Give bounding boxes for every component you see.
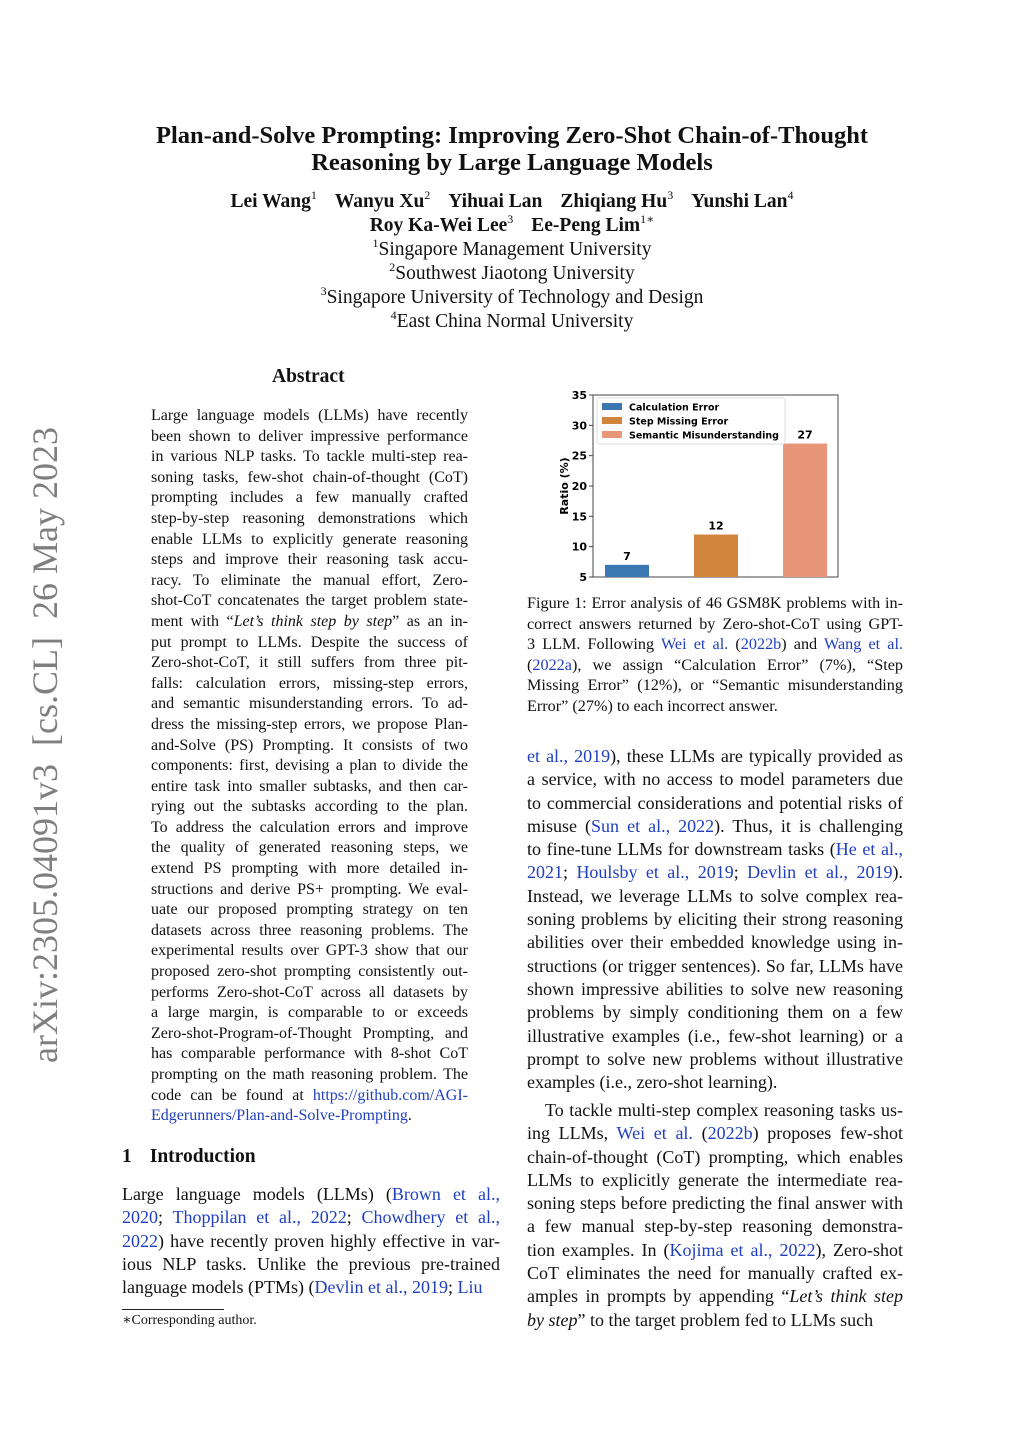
text-span: prompting includes a few manually crafted bbox=[151, 489, 468, 507]
text-span: chain-of-thought (CoT) prompting, which enables bbox=[527, 1146, 903, 1167]
text-span: shot-CoT concatenates the target problem state- bbox=[151, 592, 468, 610]
legend-label: Calculation Error bbox=[629, 402, 720, 414]
text-line bbox=[151, 406, 468, 427]
text-line bbox=[122, 1183, 500, 1206]
paper-title bbox=[0, 122, 1024, 176]
author-name: Ee-Peng Lim bbox=[531, 215, 641, 236]
citation-link[interactable]: et al., 2019 bbox=[527, 746, 611, 766]
text-span: illustrative examples (i.e., few-shot learning) or a bbox=[527, 1025, 903, 1046]
citation-link[interactable]: Devlin et al., 2019 bbox=[314, 1277, 448, 1298]
text-span: amples in prompts by appending “ bbox=[527, 1286, 790, 1307]
text-span: shown impressive abilities to solve new reasoning bbox=[527, 978, 903, 999]
text-line bbox=[151, 756, 468, 777]
affiliation bbox=[0, 262, 1024, 286]
legend-swatch bbox=[602, 417, 622, 424]
legend-label: Semantic Misunderstanding bbox=[629, 430, 779, 442]
text-line bbox=[527, 745, 903, 768]
author bbox=[531, 212, 655, 236]
text-span: problems by simply conditioning them on a few bbox=[527, 1002, 903, 1023]
text-span: entire task into smaller subtasks, and then car- bbox=[151, 777, 468, 795]
author bbox=[691, 188, 794, 212]
affiliation-list bbox=[0, 238, 1024, 334]
text-span: Large language models (LLMs) have recently bbox=[151, 407, 468, 424]
text-line bbox=[122, 1206, 500, 1229]
text-line bbox=[527, 931, 903, 954]
text-span: Missing Error” (12%), or “Semantic misunderstanding bbox=[527, 676, 903, 695]
author-affiliation-mark: 3 bbox=[667, 188, 674, 202]
affiliation bbox=[0, 286, 1024, 310]
citation-link[interactable]: Thoppilan et al., 2022 bbox=[172, 1207, 347, 1228]
author bbox=[334, 188, 431, 212]
text-span: misuse ( bbox=[527, 815, 592, 836]
text-span: ). Thus, it is challenging bbox=[714, 815, 903, 836]
text-line bbox=[151, 488, 468, 509]
text-span: ” as an in- bbox=[392, 612, 468, 630]
text-line bbox=[151, 818, 468, 839]
citation-link[interactable]: 2020 bbox=[122, 1207, 158, 1228]
citation-link[interactable]: 2022b bbox=[740, 635, 782, 654]
y-tick-label: 20 bbox=[571, 480, 587, 493]
text-line bbox=[151, 674, 468, 695]
author-list bbox=[0, 190, 1024, 238]
text-line bbox=[151, 838, 468, 859]
text-line bbox=[527, 1309, 903, 1332]
text-span: correct answers returned by Zero-shot-CoT using GPT- bbox=[527, 614, 903, 633]
text-line bbox=[151, 509, 468, 530]
author-name: Yunshi Lan bbox=[691, 191, 788, 212]
author-name: Yihuai Lan bbox=[448, 191, 543, 212]
text-span: Zero-shot-CoT, it still suffers from three pit- bbox=[151, 654, 468, 672]
right-column-paragraph bbox=[527, 745, 903, 1094]
text-line bbox=[527, 978, 903, 1001]
text-line bbox=[151, 591, 468, 612]
author-name: Lei Wang bbox=[230, 191, 311, 212]
text-span: a service, with no access to model parameters due bbox=[527, 769, 903, 790]
section-heading-introduction bbox=[122, 1146, 256, 1168]
text-span: prompting on the math reasoning problem. The bbox=[151, 1066, 468, 1083]
text-line bbox=[527, 675, 903, 696]
text-span: racy. To eliminate the manual effort, Zero- bbox=[151, 571, 468, 589]
citation-link[interactable]: 2022b bbox=[707, 1123, 753, 1144]
legend-swatch bbox=[602, 431, 622, 438]
emphasis-text: Let’s think step bbox=[789, 1286, 903, 1307]
text-span: components: first, devising a plan to divide the bbox=[151, 757, 468, 775]
affiliation-mark: 4 bbox=[390, 308, 397, 322]
author bbox=[369, 212, 514, 236]
y-tick-label: 10 bbox=[571, 540, 587, 554]
legend-swatch bbox=[602, 403, 622, 410]
text-span: ; bbox=[733, 862, 748, 883]
citation-link[interactable]: Devlin et al., 2019 bbox=[747, 862, 893, 883]
author-affiliation-mark: 2 bbox=[424, 188, 431, 202]
author-name: Wanyu Xu bbox=[334, 191, 425, 212]
text-span: step-by-step reasoning demonstrations which bbox=[151, 509, 468, 527]
text-span: proposed zero-shot prompting consistently out- bbox=[151, 963, 468, 981]
citation-link[interactable]: Wang et al. bbox=[823, 635, 903, 654]
text-line bbox=[151, 447, 468, 468]
text-line bbox=[151, 962, 468, 983]
text-line bbox=[151, 983, 468, 1004]
text-line bbox=[122, 1253, 500, 1276]
text-span: ; bbox=[158, 1207, 173, 1228]
text-line bbox=[527, 1071, 903, 1094]
text-line bbox=[527, 1285, 903, 1308]
text-span: Figure 1: Error analysis of 46 GSM8K problems with in- bbox=[527, 594, 903, 612]
author bbox=[448, 191, 542, 212]
text-line bbox=[151, 1086, 468, 1107]
section-title: Introduction bbox=[149, 1146, 256, 1167]
text-line bbox=[151, 941, 468, 962]
text-span: been shown to deliver impressive performance bbox=[151, 427, 468, 445]
text-line bbox=[527, 1122, 903, 1145]
text-line bbox=[122, 1276, 500, 1299]
section-number: 1 bbox=[122, 1146, 132, 1167]
text-span: ment with “ bbox=[151, 612, 234, 630]
text-line bbox=[527, 1025, 903, 1048]
text-span: ; bbox=[563, 862, 577, 883]
text-span: ). bbox=[892, 862, 903, 883]
text-line bbox=[527, 696, 903, 717]
text-span: enable LLMs to explicitly generate reasoning bbox=[151, 530, 468, 548]
text-span: ( bbox=[527, 655, 533, 674]
footnote: ∗Corresponding author. bbox=[122, 1313, 257, 1328]
text-span: and-Solve (PS) Prompting. It consists of two bbox=[151, 736, 468, 754]
text-line bbox=[527, 1262, 903, 1285]
footnote-rule bbox=[122, 1309, 224, 1310]
text-span: a large margin, is comparable to or exceeds bbox=[151, 1004, 468, 1022]
text-span: prompt to solve new problems without illustrative bbox=[527, 1048, 903, 1069]
bar-step-missing-error bbox=[694, 535, 738, 577]
text-line bbox=[527, 815, 903, 838]
text-line bbox=[151, 571, 468, 592]
text-span: LLMs to explicitly generate the intermediate rea- bbox=[527, 1169, 903, 1190]
text-line bbox=[527, 885, 903, 908]
text-span: To address the calculation errors and improve bbox=[151, 818, 468, 836]
text-span: uate our proposed prompting strategy on ten bbox=[151, 901, 468, 919]
bar-calculation-error bbox=[605, 565, 649, 577]
text-span: ; bbox=[447, 1277, 458, 1298]
citation-link[interactable]: Kojima et al., 2022 bbox=[669, 1239, 816, 1260]
text-span: has comparable performance with 8-shot CoT bbox=[151, 1045, 468, 1063]
author bbox=[230, 188, 317, 212]
text-line bbox=[151, 1106, 468, 1127]
text-span: ” to the target problem fed to LLMs such bbox=[577, 1309, 874, 1330]
text-line bbox=[151, 859, 468, 880]
text-line bbox=[151, 427, 468, 448]
text-span: to fine-tune LLMs for downstream tasks ( bbox=[527, 839, 836, 860]
right-column-paragraph bbox=[527, 1099, 903, 1332]
citation-link[interactable]: Wei et al. bbox=[660, 635, 729, 654]
affiliation-name: East China Normal University bbox=[396, 311, 634, 332]
affiliation-mark: 3 bbox=[320, 284, 327, 298]
text-span: a few manual step-by-step reasoning demonstra- bbox=[527, 1216, 903, 1237]
citation-link[interactable]: 2022 bbox=[122, 1230, 158, 1251]
error-analysis-chart bbox=[550, 385, 850, 590]
text-span: Zero-shot-Program-of-Thought Prompting, and bbox=[151, 1024, 468, 1042]
author-name: Roy Ka-Wei Lee bbox=[369, 215, 508, 236]
text-span: performs Zero-shot-CoT across all datasets by bbox=[151, 983, 468, 1001]
text-span: ) have recently proven highly effective in var- bbox=[158, 1230, 500, 1251]
text-line bbox=[527, 1192, 903, 1215]
author bbox=[560, 188, 674, 212]
text-line bbox=[527, 1215, 903, 1238]
text-line bbox=[527, 908, 903, 931]
affiliation-name: Southwest Jiaotong University bbox=[395, 263, 635, 284]
text-span: ( bbox=[728, 635, 741, 654]
text-line bbox=[151, 880, 468, 901]
citation-link[interactable]: Liu bbox=[457, 1277, 483, 1298]
author-affiliation-mark: 1∗ bbox=[640, 212, 655, 226]
abstract-body bbox=[151, 406, 468, 1127]
citation-link[interactable]: 2021 bbox=[527, 862, 563, 883]
arxiv-stamp: arXiv:2305.04091v3 [cs.CL] 26 May 2023 bbox=[25, 427, 65, 1063]
text-span: soning steps before predicting the final answer with bbox=[527, 1193, 903, 1214]
text-line bbox=[151, 550, 468, 571]
text-span: ( bbox=[692, 1123, 708, 1144]
text-line bbox=[151, 530, 468, 551]
text-line bbox=[527, 655, 903, 676]
text-line bbox=[151, 612, 468, 633]
figure-caption bbox=[527, 593, 903, 717]
text-span: 3 LLM. Following bbox=[527, 635, 661, 654]
text-span: Error” (27%) to each incorrect answer. bbox=[527, 696, 778, 715]
title-line: Reasoning by Large Language Models bbox=[311, 149, 713, 176]
text-span: in various NLP tasks. To tackle multi-step rea- bbox=[151, 448, 468, 466]
text-span: language models (PTMs) ( bbox=[122, 1277, 315, 1298]
text-span: Instead, we leverage LLMs to solve complex rea- bbox=[527, 885, 903, 906]
text-span: ) and bbox=[781, 635, 824, 654]
text-line bbox=[527, 1146, 903, 1169]
text-line bbox=[527, 955, 903, 978]
y-tick-label: 5 bbox=[579, 571, 587, 584]
text-span: dress the missing-step errors, we propose Plan- bbox=[151, 715, 468, 733]
y-axis-label: Ratio (%) bbox=[558, 457, 571, 515]
text-span: datasets across three reasoning problems. The bbox=[151, 921, 468, 939]
author-affiliation-mark: 1 bbox=[310, 188, 317, 202]
text-span: ), these LLMs are typically provided as bbox=[610, 746, 903, 766]
text-span: and semantic misunderstanding errors. To ad- bbox=[151, 695, 468, 713]
text-line bbox=[151, 921, 468, 942]
bar-value-label: 27 bbox=[797, 428, 813, 442]
citation-link[interactable]: Sun et al., 2022 bbox=[591, 815, 715, 836]
citation-link[interactable]: https://github.com/AGI- bbox=[312, 1086, 468, 1104]
text-span: To tackle multi-step complex reasoning tasks us- bbox=[545, 1100, 903, 1120]
text-line bbox=[527, 1001, 903, 1024]
text-line bbox=[151, 633, 468, 654]
y-tick-label: 15 bbox=[571, 510, 587, 524]
legend-label: Step Missing Error bbox=[629, 416, 729, 428]
text-span: CoT eliminates the need for manually crafted ex- bbox=[527, 1263, 903, 1284]
text-span: the quality of generated reasoning steps, we bbox=[151, 839, 468, 857]
text-line bbox=[151, 694, 468, 715]
author-affiliation-mark: 4 bbox=[787, 188, 794, 202]
author-name: Zhiqiang Hu bbox=[560, 191, 668, 212]
text-span: ing LLMs, bbox=[527, 1123, 617, 1144]
text-span: ), Zero-shot bbox=[815, 1239, 903, 1260]
text-line bbox=[527, 614, 903, 635]
text-line bbox=[151, 653, 468, 674]
text-line bbox=[151, 1003, 468, 1024]
y-tick-label: 35 bbox=[571, 389, 587, 402]
text-line bbox=[527, 593, 903, 614]
text-line bbox=[527, 1099, 903, 1122]
text-line bbox=[151, 468, 468, 489]
bar-value-label: 12 bbox=[708, 519, 724, 533]
text-line bbox=[151, 797, 468, 818]
text-line bbox=[151, 715, 468, 736]
author-affiliation-mark: 3 bbox=[507, 212, 514, 226]
text-line bbox=[527, 634, 903, 655]
text-line bbox=[151, 1044, 468, 1065]
emphasis-text: by step bbox=[527, 1309, 578, 1330]
text-line bbox=[151, 1024, 468, 1045]
text-line bbox=[527, 838, 903, 861]
citation-link[interactable]: 2022a bbox=[532, 655, 572, 674]
text-span: soning tasks, few-shot chain-of-thought (CoT) bbox=[151, 468, 468, 486]
text-line bbox=[151, 736, 468, 757]
text-span: experimental results over GPT-3 show that our bbox=[151, 942, 468, 960]
text-span: soning problems by eliciting their strong reasoning bbox=[527, 909, 903, 930]
text-line bbox=[527, 768, 903, 791]
title-line: Plan-and-Solve Prompting: Improving Zero-Shot Chain-of-Thought bbox=[156, 122, 868, 149]
text-line bbox=[151, 777, 468, 798]
text-span: ), we assign “Calculation Error” (7%), “Step bbox=[571, 655, 903, 674]
introduction-body bbox=[122, 1183, 500, 1299]
text-line bbox=[527, 1048, 903, 1071]
text-line bbox=[151, 900, 468, 921]
affiliation bbox=[0, 238, 1024, 262]
text-span: ) proposes few-shot bbox=[752, 1123, 903, 1144]
text-span: tion examples. In ( bbox=[527, 1239, 670, 1260]
y-tick-label: 30 bbox=[571, 419, 587, 433]
bar-value-label: 7 bbox=[623, 549, 631, 563]
citation-link[interactable]: Wei et al. bbox=[616, 1123, 693, 1144]
text-span: ious NLP tasks. Unlike the previous pre-trained bbox=[122, 1253, 500, 1274]
bar-semantic-misunderstanding bbox=[783, 444, 827, 577]
text-span: to commercial considerations and potential risks of bbox=[527, 792, 903, 813]
emphasis-text: Let’s think step by step bbox=[233, 612, 393, 630]
affiliation-mark: 2 bbox=[389, 260, 396, 274]
text-span: . bbox=[407, 1107, 412, 1125]
citation-link[interactable]: Houlsby et al., 2019 bbox=[576, 862, 734, 883]
y-tick-label: 25 bbox=[571, 449, 587, 463]
text-span: put prompt to LLMs. Despite the success of bbox=[151, 633, 468, 651]
text-line bbox=[151, 1065, 468, 1086]
citation-link[interactable]: Brown et al., bbox=[391, 1184, 500, 1204]
text-span: structions and derive PS+ prompting. We eval- bbox=[151, 880, 468, 898]
text-line bbox=[122, 1230, 500, 1253]
text-span: abilities over their embedded knowledge using in- bbox=[527, 932, 903, 953]
affiliation bbox=[0, 310, 1024, 334]
text-span: extend PS prompting with more detailed in- bbox=[151, 860, 468, 878]
citation-link[interactable]: Edgerunners/Plan-and-Solve-Prompting bbox=[151, 1107, 408, 1125]
text-span: structions (or trigger sentences). So far, LLMs have bbox=[527, 955, 903, 976]
text-span: Large language models (LLMs) ( bbox=[122, 1184, 392, 1204]
text-line bbox=[527, 1239, 903, 1262]
affiliation-name: Singapore University of Technology and Design bbox=[326, 287, 704, 308]
text-span: falls: calculation errors, missing-step errors, bbox=[151, 674, 468, 692]
text-span: examples (i.e., zero-shot learning). bbox=[527, 1072, 778, 1093]
text-span: ; bbox=[346, 1207, 362, 1228]
text-line bbox=[527, 861, 903, 884]
text-span: steps and improve their reasoning task accu- bbox=[151, 551, 468, 569]
text-line bbox=[527, 1169, 903, 1192]
text-span: rying out the subtasks according to the plan. bbox=[151, 798, 468, 816]
citation-link[interactable]: Chowdhery et al., bbox=[361, 1207, 500, 1228]
text-line bbox=[527, 792, 903, 815]
affiliation-name: Singapore Management University bbox=[378, 239, 652, 260]
affiliation-mark: 1 bbox=[372, 236, 379, 250]
abstract-heading: Abstract bbox=[272, 366, 345, 387]
text-span: code can be found at bbox=[151, 1086, 313, 1104]
citation-link[interactable]: He et al., bbox=[835, 839, 904, 860]
